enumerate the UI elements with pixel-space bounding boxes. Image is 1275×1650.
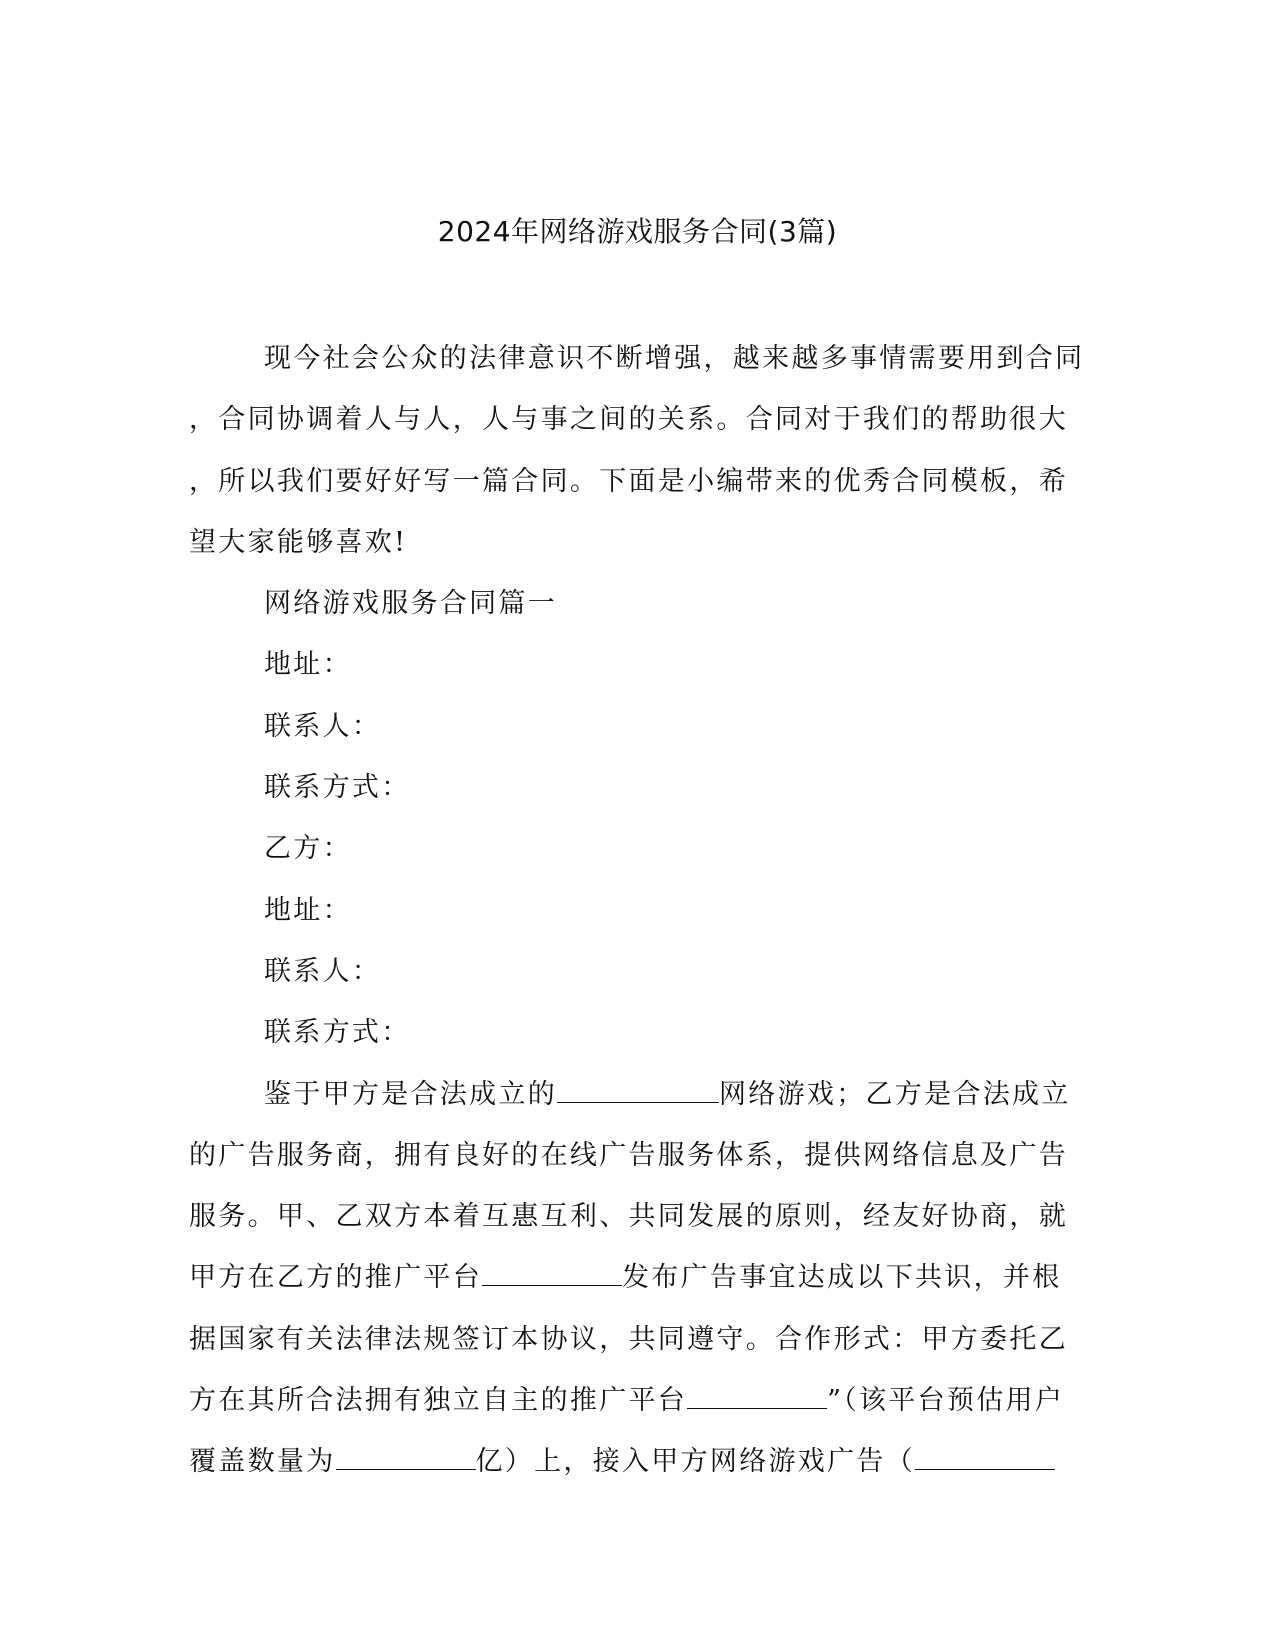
fill-blank <box>557 1076 719 1103</box>
clause-line <box>189 1431 1069 1492</box>
clause-text: 亿）上，接入甲方网络游戏广告（ <box>475 1446 915 1478</box>
fill-blank <box>915 1443 1055 1470</box>
field-party-b: 乙方： <box>264 833 352 865</box>
clause-line <box>189 1370 1069 1431</box>
document-body <box>189 328 1085 1493</box>
clause-line: 服务。甲、乙双方本着互惠互利、共同发展的原则，经友好协商，就 <box>189 1201 1068 1233</box>
document-title: 2024年网络游戏服务合同(3篇) <box>437 215 838 248</box>
fill-blank <box>482 1259 622 1286</box>
fill-blank <box>687 1382 827 1409</box>
field-contact-method-b: 联系方式： <box>264 1017 411 1049</box>
field-address-b: 地址： <box>264 894 352 926</box>
clause-text: 网络游戏；乙方是合法成立 <box>719 1078 1071 1110</box>
intro-line: ，所以我们要好好写一篇合同。下面是小编带来的优秀合同模板，希 <box>189 465 1068 497</box>
clause-line: 的广告服务商，拥有良好的在线广告服务体系，提供网络信息及广告 <box>189 1139 1068 1171</box>
clause-text: 发布广告事宜达成以下共识，并根 <box>622 1262 1062 1294</box>
clause-text: 鉴于甲方是合法成立的 <box>264 1078 557 1110</box>
intro-line: 现今社会公众的法律意识不断增强，越来越多事情需要用到合同 <box>264 343 1085 374</box>
clause-text: ”（该平台预估用户 <box>827 1385 1065 1417</box>
field-contact-method-a: 联系方式： <box>264 772 411 804</box>
clause-text: 覆盖数量为 <box>189 1446 336 1478</box>
clause-text: 方在其所合法拥有独立自主的推广平台 <box>189 1385 688 1417</box>
field-contact-b: 联系人： <box>264 955 382 987</box>
field-contact-a: 联系人： <box>264 710 382 742</box>
section-heading: 网络游戏服务合同篇一 <box>264 588 557 620</box>
clause-line: 据国家有关法律法规签订本协议，共同遵守。合作形式：甲方委托乙 <box>189 1323 1068 1355</box>
fill-blank <box>336 1443 476 1470</box>
field-address-a: 地址： <box>264 649 352 681</box>
clause-line <box>189 1064 1069 1125</box>
clause-line <box>189 1247 1069 1308</box>
intro-line: ，合同协调着人与人，人与事之间的关系。合同对于我们的帮助很大 <box>189 404 1068 436</box>
clause-text: 甲方在乙方的推广平台 <box>189 1262 482 1294</box>
intro-line: 望大家能够喜欢! <box>189 526 408 558</box>
